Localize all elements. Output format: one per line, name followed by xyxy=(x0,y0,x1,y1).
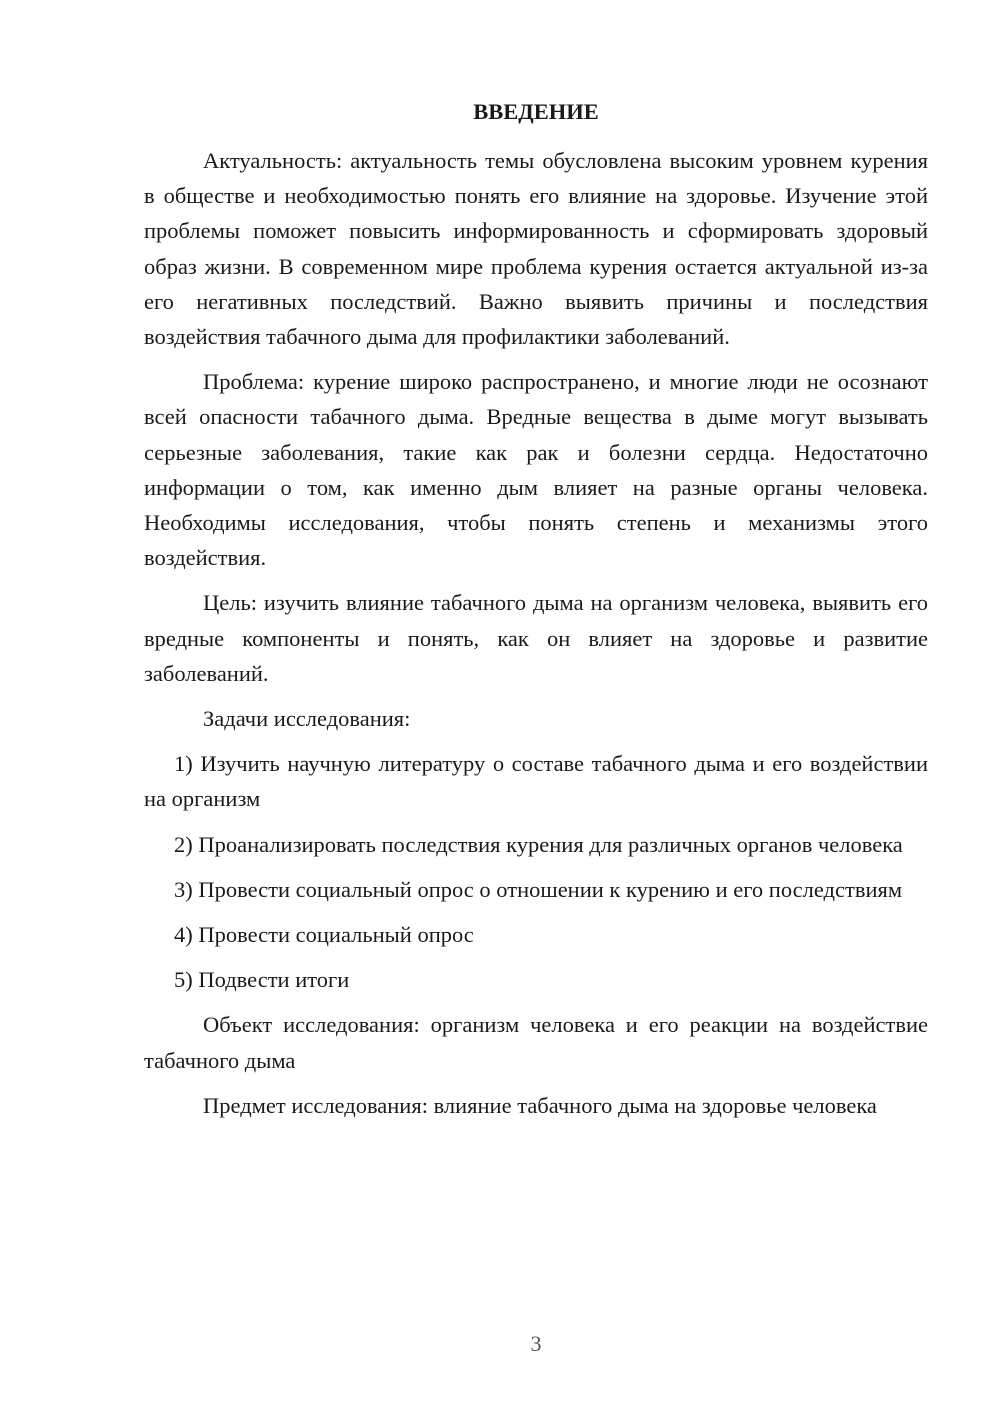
problem-paragraph: Проблема: курение широко распространено, и многие люди не осознают всей опасности табачного дыма. Вредные вещества в дыме могут вызывать серьезные заболевания, такие как рак и болезни сердца. Недостаточно информации о том, как именно дым влияет на разные органы человека. Необходимы исследования, чтобы понять степень и механизмы этого воздействия. xyxy=(144,369,928,571)
object-paragraph: Объект исследования: организм человека и его реакции на воздействие табачного дыма xyxy=(144,1012,928,1073)
task-item-4: 4) Провести социальный опрос xyxy=(174,922,474,948)
document-body xyxy=(144,94,928,1133)
page-number: 3 xyxy=(530,1331,542,1356)
section-heading: ВВЕДЕНИЕ xyxy=(473,99,599,124)
goal-paragraph: Цель: изучить влияние табачного дыма на организм человека, выявить его вредные компоненты и понять, как он влияет на здоровье и развитие заболеваний. xyxy=(144,590,928,686)
tasks-list xyxy=(144,746,928,997)
tasks-title: Задачи исследования: xyxy=(203,706,411,732)
task-item-3: 3) Провести социальный опрос о отношении к курению и его последствиям xyxy=(174,876,903,902)
task-item-2: 2) Проанализировать последствия курения для различных органов человека xyxy=(174,831,903,857)
subject-paragraph: Предмет исследования: влияние табачного дыма на здоровье человека xyxy=(203,1092,877,1118)
task-item-5: 5) Подвести итоги xyxy=(174,967,350,993)
relevance-paragraph: Актуальность: актуальность темы обусловлена высоким уровнем курения в обществе и необходимостью понять его влияние на здоровье. Изучение этой проблемы поможет повысить информированность и сформировать здоровый образ жизни. В современном мире проблема курения остается актуальной из-за его негативных последствий. Важно выявить причины и последствия воздействия табачного дыма для профилактики заболеваний. xyxy=(144,148,928,350)
task-item-1: 1) Изучить научную литературу о составе табачного дыма и его воздействии на организм xyxy=(144,751,928,812)
